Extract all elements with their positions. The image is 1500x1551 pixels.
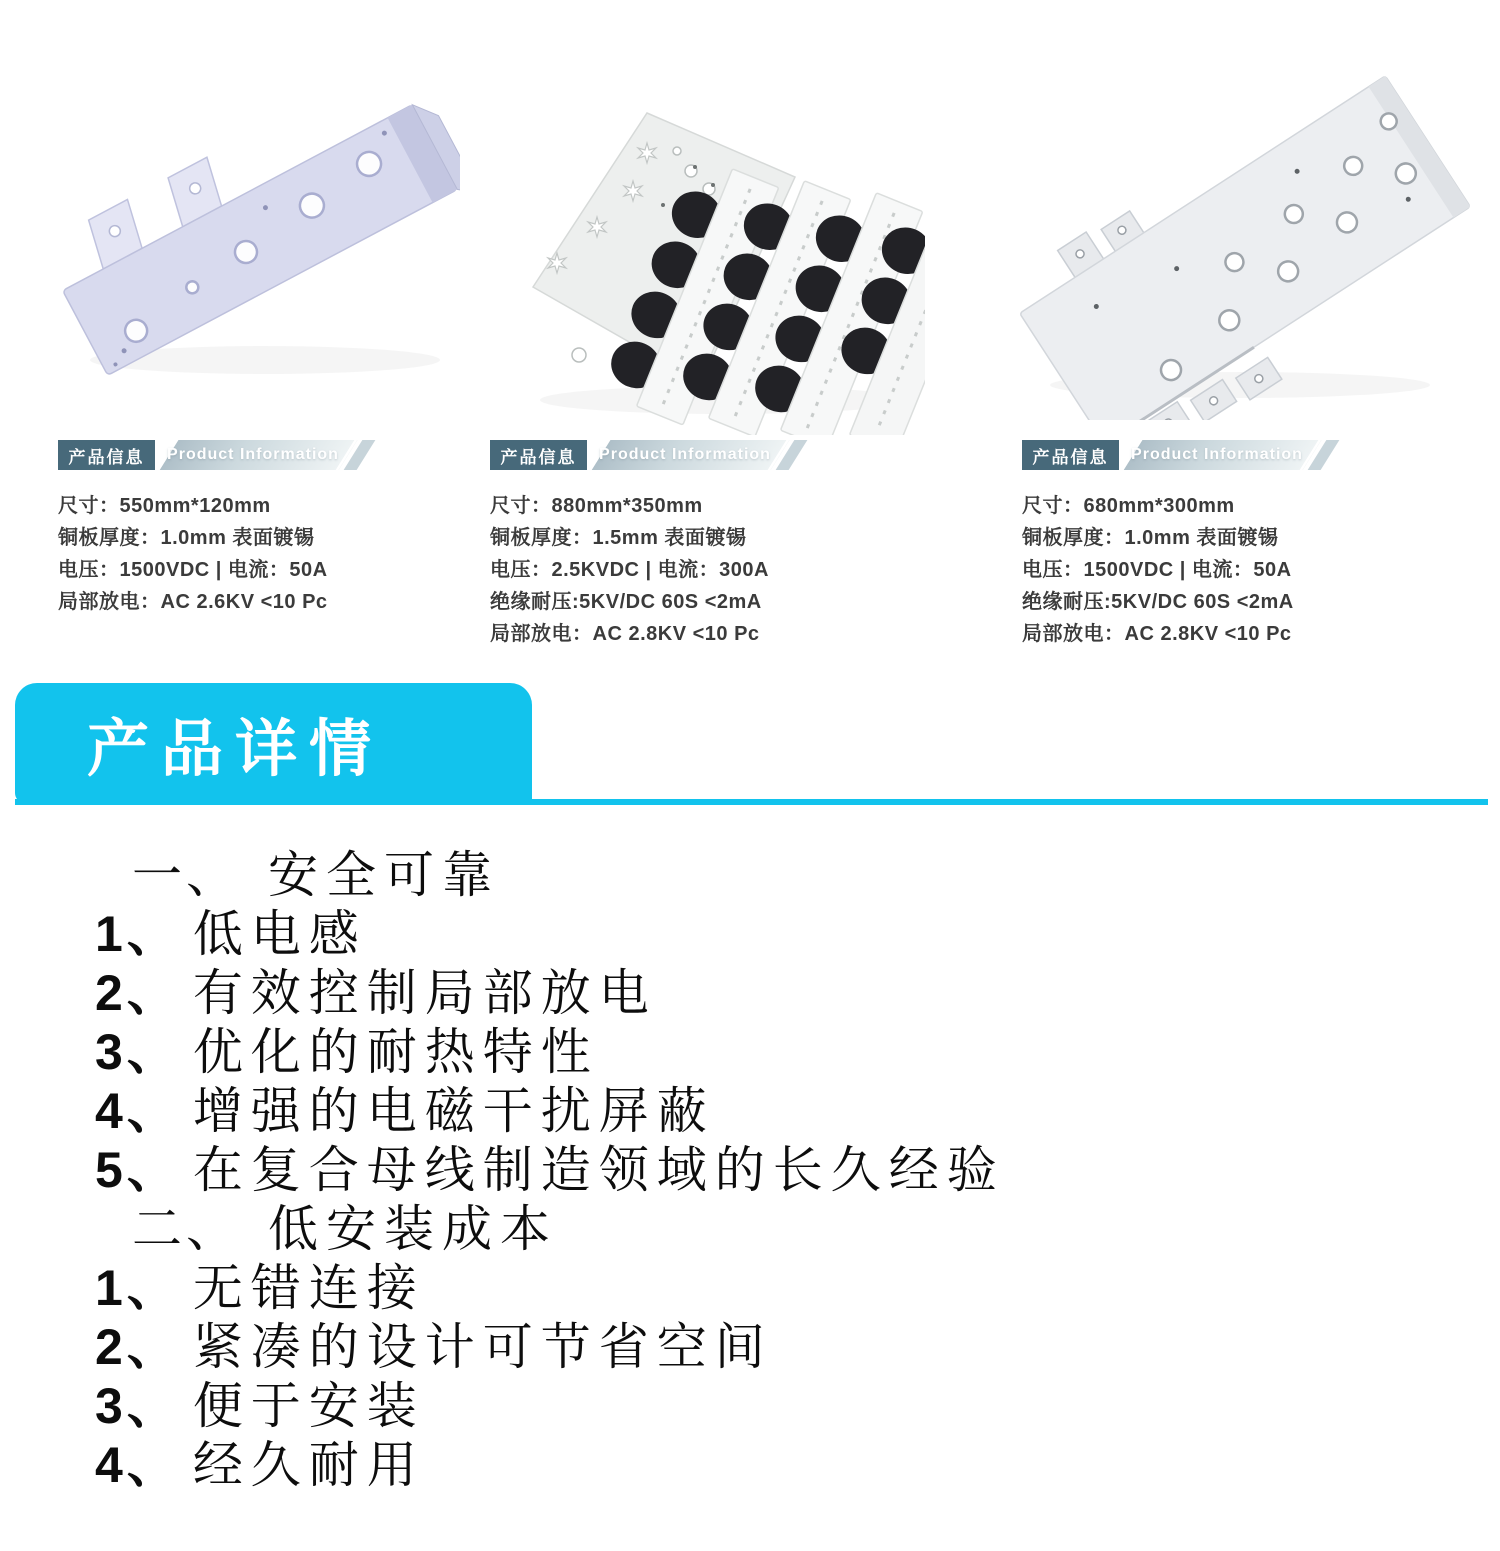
spec-insulation: 绝缘耐压:5KV/DC 60S <2mA <box>1022 591 1294 613</box>
busbar-flat-lavender-illustration <box>60 60 460 410</box>
feature-item: 2、 紧凑的设计可节省空间 <box>95 1319 773 1375</box>
feature-section: 二、 低安装成本 <box>132 1201 558 1257</box>
feature-item: 5、 在复合母线制造领域的长久经验 <box>95 1142 1005 1198</box>
spec-list <box>1022 490 1362 650</box>
info-badge <box>490 440 800 470</box>
busbar-wide-plate-illustration <box>1005 75 1470 420</box>
product-photo-3 <box>1005 75 1470 420</box>
feature-item: 3、 便于安装 <box>95 1378 425 1434</box>
detail-banner-underline <box>15 799 1488 805</box>
spec-size: 尺寸：550mm*120mm <box>58 495 271 517</box>
product-photo-2 <box>495 55 925 435</box>
product-info-block-3 <box>1022 440 1362 650</box>
product-detail-banner <box>15 683 532 803</box>
spec-thickness: 铜板厚度：1.0mm 表面镀锡 <box>58 527 315 549</box>
spec-voltage-current: 电压：1500VDC | 电流：50A <box>1022 559 1292 581</box>
feature-item: 4、 经久耐用 <box>95 1437 425 1493</box>
feature-item: 1、 低电感 <box>95 906 367 962</box>
spec-voltage-current: 电压：2.5KVDC | 电流：300A <box>490 559 769 581</box>
info-badge-zh: 产品信息 <box>58 440 155 470</box>
detail-banner-title: 产品详情 <box>87 714 384 784</box>
spec-thickness: 铜板厚度：1.0mm 表面镀锡 <box>1022 527 1279 549</box>
feature-list <box>0 846 1500 1495</box>
spec-voltage-current: 电压：1500VDC | 电流：50A <box>58 559 328 581</box>
spec-size: 尺寸：680mm*300mm <box>1022 495 1235 517</box>
info-badge-en: Product Information <box>599 446 771 463</box>
feature-section: 一、 安全可靠 <box>132 847 500 903</box>
product-info-block-1 <box>58 440 398 618</box>
info-badge-zh: 产品信息 <box>490 440 587 470</box>
spec-list <box>58 490 398 618</box>
spec-partial-discharge: 局部放电：AC 2.8KV <10 Pc <box>1022 623 1292 645</box>
feature-item: 1、 无错连接 <box>95 1260 425 1316</box>
info-badge <box>58 440 368 470</box>
spec-insulation: 绝缘耐压:5KV/DC 60S <2mA <box>490 591 762 613</box>
feature-item: 4、 增强的电磁干扰屏蔽 <box>95 1083 715 1139</box>
product-photo-1 <box>60 60 460 410</box>
spec-partial-discharge: 局部放电：AC 2.8KV <10 Pc <box>490 623 760 645</box>
info-badge-en: Product Information <box>1131 446 1303 463</box>
info-badge-zh: 产品信息 <box>1022 440 1119 470</box>
info-badge-en: Product Information <box>167 446 339 463</box>
feature-item: 3、 优化的耐热特性 <box>95 1024 599 1080</box>
busbar-l-shape-illustration <box>495 55 925 435</box>
info-badge <box>1022 440 1332 470</box>
spec-list <box>490 490 830 650</box>
spec-size: 尺寸：880mm*350mm <box>490 495 703 517</box>
product-info-block-2 <box>490 440 830 650</box>
spec-partial-discharge: 局部放电：AC 2.6KV <10 Pc <box>58 591 328 613</box>
feature-item: 2、 有效控制局部放电 <box>95 965 657 1021</box>
spec-thickness: 铜板厚度：1.5mm 表面镀锡 <box>490 527 747 549</box>
